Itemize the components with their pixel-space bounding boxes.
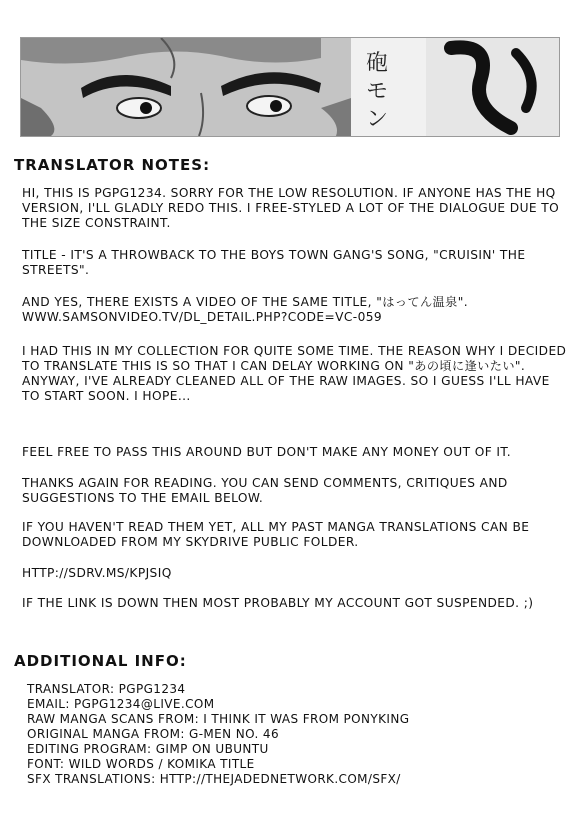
svg-text:砲: 砲 [366, 51, 389, 76]
note-paragraph-skydrive: IF YOU HAVEN'T READ THEM YET, ALL MY PAST MANGA TRANSLATIONS CAN BE DOWNLOADED FROM MY SKYDRIVE PUBLIC FOLDER. [22, 520, 530, 549]
info-raw-scans: RAW MANGA SCANS FROM: I THINK IT WAS FROM PONYKING [27, 712, 410, 726]
svg-text:モ: モ [366, 79, 389, 104]
note-paragraph-collection: I HAD THIS IN MY COLLECTION FOR QUITE SOME TIME. THE REASON WHY I DECIDED TO TRANSLATE THIS IS SO THAT I CAN DELAY WORKING ON "あの頃に逢いたい". ANYWAY, I'VE ALREADY CLEANED ALL OF THE RAW IMAGES. SO I GUESS I'LL HAVE TO START SOON. I HOPE... [22, 344, 567, 403]
manga-banner-image [20, 37, 560, 137]
info-original-manga: ORIGINAL MANGA FROM: G-MEN NO. 46 [27, 727, 279, 741]
info-sfx-translations[interactable]: SFX TRANSLATIONS: HTTP://THEJADEDNETWORK.COM/SFX/ [27, 772, 401, 786]
info-editing-program: EDITING PROGRAM: GIMP ON UBUNTU [27, 742, 269, 756]
svg-text:ン: ン [366, 107, 389, 132]
translator-notes-heading: TRANSLATOR NOTES: [14, 156, 211, 174]
note-paragraph-video: AND YES, THERE EXISTS A VIDEO OF THE SAME TITLE, "はってん温泉". WWW.SAMSONVIDEO.TV/DL_DETAIL.PHP?CODE=VC-059 [22, 295, 469, 324]
note-paragraph-title: TITLE - IT'S A THROWBACK TO THE BOYS TOWN GANG'S SONG, "CRUISIN' THE STREETS". [22, 248, 526, 277]
note-paragraph-distribution: FEEL FREE TO PASS THIS AROUND BUT DON'T MAKE ANY MONEY OUT OF IT. [22, 445, 512, 459]
info-email[interactable]: EMAIL: PGPG1234@LIVE.COM [27, 697, 215, 711]
note-paragraph-suspended: IF THE LINK IS DOWN THEN MOST PROBABLY MY ACCOUNT GOT SUSPENDED. ;) [22, 596, 534, 610]
manga-face-illustration [21, 38, 559, 136]
skydrive-link[interactable]: HTTP://SDRV.MS/KPJSIQ [22, 566, 172, 580]
additional-info-heading: ADDITIONAL INFO: [14, 652, 187, 670]
note-paragraph-intro: HI, THIS IS PGPG1234. SORRY FOR THE LOW RESOLUTION. IF ANYONE HAS THE HQ VERSION, I'LL GLADLY REDO THIS. I FREE-STYLED A LOT OF THE DIALOGUE DUE TO THE SIZE CONSTRAINT. [22, 186, 560, 230]
note-paragraph-thanks: THANKS AGAIN FOR READING. YOU CAN SEND COMMENTS, CRITIQUES AND SUGGESTIONS TO THE EMAIL BELOW. [22, 476, 508, 505]
info-translator: TRANSLATOR: PGPG1234 [27, 682, 186, 696]
info-font: FONT: WILD WORDS / KOMIKA TITLE [27, 757, 255, 771]
